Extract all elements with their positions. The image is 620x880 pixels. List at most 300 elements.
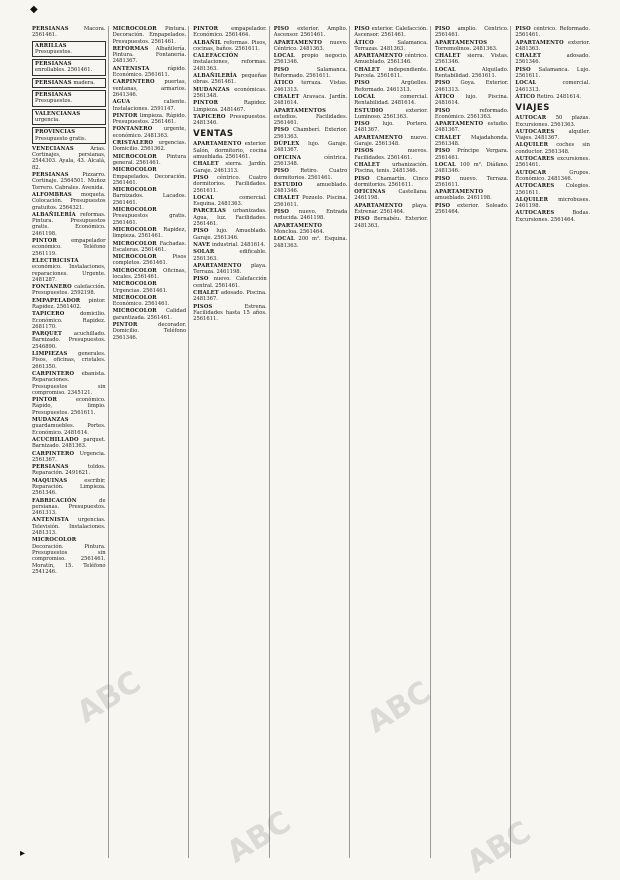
ad-keyword: FABRICACIÓN: [32, 497, 77, 504]
ad-keyword: PERSIANAS: [35, 79, 72, 86]
ad-text: Castellana. 2461198.: [354, 189, 428, 202]
ad-column: [513, 26, 592, 858]
classified-ad: [274, 80, 348, 93]
classified-ad: [354, 121, 428, 134]
ad-text: Argüelles. Reformado. 2461313.: [354, 80, 428, 93]
ad-text: domicilio. Económico. Rapidez. 2681170.: [32, 311, 106, 330]
classified-ad: [515, 156, 590, 169]
classified-ad: [435, 108, 509, 121]
ad-keyword: LOCAL: [434, 161, 456, 168]
ad-text: Pozuelo. Piscina. 2561611.: [273, 195, 348, 208]
classified-ad: [113, 126, 187, 139]
ad-text: limpieza. Rápido. Presupuestos. 2561461.: [112, 112, 187, 126]
classified-ad: [32, 371, 106, 396]
classified-ad: [32, 464, 106, 477]
ad-keyword: MICROCOLOR: [112, 254, 157, 261]
ad-keyword: MICROCOLOR: [112, 226, 157, 233]
classified-ad: [113, 140, 187, 153]
ad-keyword: CARPINTERO: [32, 370, 75, 377]
ad-keyword: PISO: [515, 66, 531, 73]
ad-text: Goya. Exterior. 2461313.: [434, 80, 509, 93]
ad-keyword: VALENCIANAS: [35, 110, 81, 117]
ad-keyword: LIMPIEZAS: [32, 351, 68, 358]
classified-ad: [354, 176, 428, 189]
ad-text: nuevo. Garaje. 2561348.: [354, 134, 428, 148]
ad-keyword: PROVINCIAS: [35, 129, 76, 136]
ad-keyword: VENECIANAS: [32, 145, 74, 152]
classified-ad: [435, 203, 509, 216]
classified-ad: [515, 40, 590, 53]
ad-keyword: PISO: [273, 66, 290, 73]
classified-ad: [354, 203, 428, 216]
classified-ad: [32, 451, 106, 464]
classified-ad: [515, 197, 590, 210]
ad-keyword: PARCELAS: [193, 208, 227, 215]
classified-ad: [354, 94, 428, 107]
ad-keyword: LOCAL: [354, 93, 376, 100]
ad-keyword: APARTAMENTO: [193, 141, 242, 148]
ad-text: Urgencias. 2561461.: [112, 287, 168, 294]
classified-ad: [435, 176, 509, 189]
classified-ad: [435, 148, 509, 161]
ad-keyword: AUTOCARES: [515, 183, 555, 190]
classified-ad: [32, 478, 106, 497]
classified-ad: [515, 26, 590, 39]
ad-text: nuevo. Céntrico. 2481363.: [273, 39, 348, 52]
classified-ad: [193, 228, 267, 241]
watermark: ABC: [360, 674, 438, 741]
ad-keyword: OFICINA: [273, 154, 302, 161]
watermark: ABC: [460, 814, 538, 880]
classified-ad: [113, 99, 187, 112]
ad-keyword: APARTAMENTO: [273, 222, 323, 229]
corner-marker-top: ◆: [30, 4, 38, 15]
ad-text: lujo. Portero. 2481367.: [354, 121, 428, 134]
ad-text: puertas, ventanas, armarios. 2641346.: [112, 79, 187, 98]
ad-text: Decoración. Pintura. Presupuestos sin compromiso. 2561461. Moratín, 15. Teléfono 2541246.: [32, 543, 106, 575]
classified-ad: [32, 78, 106, 88]
ad-keyword: ÁTICO: [515, 93, 536, 100]
classified-ad: [193, 100, 267, 113]
ad-text: adosado. Piscina. 2481367.: [193, 289, 267, 303]
ad-text: Salamanca. Terrazas. 2481363.: [354, 39, 428, 52]
classified-ad: [32, 298, 106, 311]
classified-ad: [113, 227, 187, 240]
ad-text: urgencias. Domicilio. 2561362.: [112, 140, 187, 153]
ad-keyword: PINTOR: [32, 397, 57, 404]
classified-ad: [435, 162, 509, 175]
classified-ad: [274, 40, 348, 53]
ad-text: nuevos. Facilidades. 2561461.: [354, 148, 428, 161]
ad-text: acuchillado. Barnizado. Presupuestos. 2546890.: [32, 331, 106, 350]
ad-keyword: AUTOCAR: [515, 169, 547, 176]
ad-text: guardamuebles. Portes. Económico. 2481614.: [32, 423, 106, 436]
ad-text: 200 m². Esquina. 2481363.: [273, 236, 348, 249]
ad-text: Presupuestos.: [35, 48, 72, 55]
ad-keyword: SOLAR: [193, 249, 215, 256]
ad-keyword: ALQUILER: [515, 142, 549, 149]
classified-ad: [193, 26, 267, 39]
ad-text: Retiro. Cuatro dormitorios. 2561461.: [273, 168, 348, 181]
classified-ad: [113, 79, 187, 98]
ad-keyword: PISO: [354, 216, 370, 223]
classified-ad: [435, 135, 509, 148]
ad-text: urgente, económico. 2481363.: [112, 126, 187, 139]
ad-text: reformas. Pintura. Presupuestos gratis. Económico. 2461198.: [32, 211, 106, 237]
ad-keyword: PISO: [193, 174, 209, 181]
classified-ad: [32, 311, 106, 330]
ad-text: instalaciones, reformas. 2481363.: [193, 59, 267, 72]
classified-ad: [193, 175, 267, 194]
ad-text: madera.: [71, 79, 95, 86]
ad-keyword: PISO: [434, 148, 451, 155]
ad-text: Pintura general. 2561461.: [112, 153, 187, 166]
ad-text: sierra. Jardín. Garaje. 2461313.: [193, 161, 267, 174]
classified-ad: [354, 80, 428, 93]
classified-ad: [32, 537, 106, 575]
ad-text: Rapidez, limpieza. 2561461.: [112, 226, 187, 240]
classified-ad: [274, 141, 348, 154]
classified-ad: [193, 73, 267, 86]
watermark: ABC: [70, 664, 148, 731]
ad-text: Arias. Cortinajes, persianas, 2544303. Ayala, 43. Alcalá, 82.: [32, 145, 106, 171]
ad-keyword: PINTOR: [193, 26, 219, 32]
classified-ad: [32, 212, 106, 237]
classified-ads-page: [30, 26, 592, 858]
ad-keyword: LOCAL: [515, 80, 537, 87]
ad-text: Oficinas, locales. 2561461.: [112, 267, 187, 280]
classified-ad: [113, 308, 187, 321]
ad-keyword: LOCAL: [193, 194, 215, 201]
ad-keyword: PISO: [515, 26, 531, 32]
ad-text: céntrico. Reformado. 2561461.: [515, 26, 590, 39]
classified-ad: [515, 94, 590, 100]
ad-text: Moncloa. 2561464.: [273, 228, 325, 235]
classified-ad: [515, 67, 590, 80]
ad-text: Chamartín. Cinco dormitorios. 2561611.: [354, 175, 428, 188]
ad-text: decorador. Domicilio. Teléfono 2561346.: [112, 322, 187, 341]
classified-ad: [32, 90, 106, 107]
ad-text: coches sin conductor. 2561348.: [515, 142, 590, 155]
ad-column: [30, 26, 109, 858]
watermark: ABC: [220, 804, 298, 871]
ad-text: Presupuestos gratis. 2561461.: [112, 213, 187, 226]
classified-ad: [113, 295, 187, 308]
ad-keyword: APARTAMENTO: [354, 134, 403, 141]
classified-ad: [274, 155, 348, 168]
ad-text: excursiones. 2561461.: [515, 156, 590, 169]
classified-ad: [193, 242, 267, 248]
ad-text: reformado. Económico. 2561363.: [434, 107, 509, 120]
classified-ad: [435, 94, 509, 107]
ad-text: amplio. Céntrico. 2561461.: [434, 26, 509, 39]
classified-ad: [32, 59, 106, 76]
classified-ad: [515, 115, 590, 128]
classified-ad: [32, 192, 106, 211]
ad-text: toldos. Reparación. 2491621.: [32, 464, 106, 477]
ad-text: Chamberí. Exterior. 2561363.: [273, 127, 348, 140]
ad-text: industrial. 2481614.: [210, 241, 266, 248]
ad-text: Retiro. 2481614.: [535, 93, 582, 100]
ad-text: adosado. 2561346.: [515, 53, 590, 66]
ad-keyword: MICROCOLOR: [112, 240, 157, 247]
ad-keyword: APARTAMENTO: [193, 262, 242, 269]
ad-keyword: ALBAÑILERÍA: [193, 73, 237, 80]
ad-keyword: CHALET: [434, 134, 461, 141]
classified-ad: [113, 241, 187, 254]
ad-keyword: PERSIANAS: [35, 92, 72, 99]
ad-text: céntrico. Amueblado. 2561346.: [354, 53, 428, 66]
ad-keyword: NAVE: [193, 241, 211, 248]
ad-text: Calidad garantizada. 2561461.: [112, 308, 187, 321]
classified-ad: [354, 108, 428, 121]
ad-text: Pintura. Decoración. Empapelados. Presupuestos. 2561461.: [112, 26, 187, 45]
ad-text: exterior. Calefacción. Ascensor. 2561461.: [354, 26, 428, 39]
classified-ad: [32, 41, 106, 58]
ad-keyword: ÁTICO: [273, 80, 294, 87]
ad-keyword: CHALET: [193, 161, 219, 168]
ad-text: urbanización. Piscina, tenis. 2481346.: [354, 161, 428, 175]
ad-keyword: ALBAÑILERÍA: [32, 211, 76, 218]
ad-keyword: PISO: [354, 121, 370, 128]
classified-ad: [354, 53, 428, 66]
classified-ad: [113, 46, 187, 65]
ad-keyword: LOCAL: [273, 53, 295, 60]
ad-keyword: PISO: [354, 26, 370, 32]
ad-keyword: MICROCOLOR: [112, 281, 157, 288]
ad-keyword: CHALET: [354, 161, 380, 168]
classified-ad: [113, 281, 187, 294]
ad-text: Salamanca. Lujo. 2561611.: [515, 66, 590, 80]
ad-text: sierra. Vistas. 2561346.: [434, 53, 509, 66]
ad-text: Presupuesto gratis.: [35, 135, 87, 142]
ad-text: Bodas. Excursiones. 2561464.: [515, 210, 590, 223]
ad-keyword: PINTOR: [193, 100, 219, 107]
ad-text: urbanizadas. Agua, luz. Facilidades. 2561461.: [193, 208, 267, 228]
ad-keyword: CARPINTERO: [112, 79, 155, 86]
classified-ad: [193, 304, 267, 323]
classified-ad: [193, 276, 267, 289]
ad-keyword: FONTANERO: [32, 284, 72, 291]
ad-text: exterior. Luminoso. 2561363.: [354, 107, 428, 120]
classified-ad: [274, 223, 348, 236]
classified-ad: [435, 53, 509, 66]
ad-text: reformas. Pisos, cocinas, baños. 2561611.: [193, 39, 267, 52]
ad-keyword: ESTUDIO: [354, 107, 384, 114]
section-heading: VIAJES: [515, 103, 550, 114]
ad-keyword: PISO: [434, 202, 451, 209]
classified-ad: [354, 216, 428, 229]
ad-keyword: PISO: [273, 168, 290, 175]
ad-keyword: MICROCOLOR: [112, 308, 157, 315]
ad-keyword: APARTAMENTO: [515, 39, 564, 46]
ad-text: Bernabéu. Exterior. 2481363.: [354, 216, 428, 229]
ad-keyword: APARTAMENTO: [434, 189, 484, 196]
ad-keyword: APARTAMENTOS: [434, 39, 488, 46]
ad-keyword: ÁTICO: [434, 93, 455, 100]
ad-text: ebanista. Reparaciones. Presupuestos sin compromiso. 2345121.: [32, 370, 106, 396]
ad-keyword: PISO: [434, 175, 451, 182]
ad-keyword: ESTUDIO: [273, 181, 303, 188]
classified-ad: [515, 129, 590, 142]
ad-keyword: PISO: [434, 107, 451, 114]
ad-text: calefacción. Presupuestos. 2592198.: [32, 284, 106, 297]
ad-keyword: LOCAL: [434, 66, 456, 73]
classified-ad: [113, 167, 187, 186]
ad-keyword: PISO: [434, 26, 451, 32]
ad-text: estudio. 2481367.: [434, 121, 509, 134]
classified-ad: [32, 498, 106, 517]
ad-keyword: PISO: [434, 80, 451, 87]
ad-keyword: PERSIANAS: [35, 61, 72, 68]
classified-ad: [113, 187, 187, 206]
classified-ad: [32, 331, 106, 350]
ad-text: Salamanca. Reformado. 2561611.: [273, 66, 348, 80]
ad-keyword: MICROCOLOR: [112, 267, 157, 274]
classified-ad: [274, 209, 348, 222]
ad-text: económico. Instalaciones, reparaciones. Urgente. 2481287.: [32, 264, 106, 283]
ad-text: comercial. 2461313.: [515, 80, 590, 93]
classified-ad: [32, 26, 106, 39]
ad-text: terraza. Vistas. 2461313.: [273, 80, 348, 93]
ad-text: Grupos. Económico. 2481346.: [515, 169, 590, 182]
ad-text: Presupuestos.: [35, 98, 72, 105]
classified-ad: [274, 236, 348, 249]
ad-keyword: ALBAÑIL: [193, 39, 222, 46]
ad-text: enrollables. 2561461.: [35, 67, 93, 74]
ad-column: [111, 26, 190, 858]
ad-keyword: MICROCOLOR: [112, 153, 157, 160]
classified-ad: [113, 207, 187, 226]
ad-keyword: PISOS: [193, 303, 213, 310]
ad-keyword: ALQUILER: [515, 196, 549, 203]
ad-text: Macora. 2561461.: [32, 26, 106, 39]
classified-ad: [193, 141, 267, 160]
classified-ad: [435, 189, 509, 202]
ad-keyword: MICROCOLOR: [112, 207, 157, 214]
classified-ad: [515, 170, 590, 183]
ad-text: comercial. Esquina. 2481363.: [193, 194, 267, 208]
classified-ad: [274, 94, 348, 107]
ad-keyword: PERSIANAS: [32, 26, 69, 32]
ad-keyword: APARTAMENTO: [354, 53, 403, 60]
classified-ad: [274, 195, 348, 208]
ad-keyword: TAPICERO: [32, 311, 65, 318]
ad-keyword: MICROCOLOR: [112, 167, 157, 174]
ad-text: exterior. 2481363.: [515, 39, 590, 52]
ad-keyword: AUTOCARES: [515, 210, 555, 217]
ad-keyword: ACUCHILLADO: [32, 436, 79, 443]
classified-ad: [32, 172, 106, 191]
ad-keyword: PISO: [273, 127, 290, 134]
ad-keyword: CRISTALERO: [112, 140, 154, 147]
classified-ad: [354, 148, 428, 161]
ad-text: Colegios. 2561611.: [515, 183, 590, 196]
ad-text: 100 m². Diáfano. 2481346.: [434, 161, 509, 175]
ad-text: de persianas. Presupuestos. 2461313.: [32, 497, 106, 517]
ad-keyword: CHALET: [354, 66, 380, 73]
classified-ad: [435, 67, 509, 80]
ad-keyword: PERSIANAS: [32, 172, 69, 179]
ad-keyword: PISOS: [354, 148, 374, 155]
classified-ad: [354, 26, 428, 39]
ad-text: alquiler. Viajes. 2481367.: [515, 128, 590, 142]
classified-ad: [32, 284, 106, 297]
classified-ad: [193, 161, 267, 174]
ad-text: económicas. 2561348.: [193, 86, 267, 99]
classified-ad: [274, 108, 348, 127]
classified-ad: [354, 40, 428, 53]
classified-ad: [193, 40, 267, 53]
ad-keyword: ANTENISTA: [32, 517, 69, 524]
ad-text: nuevo. Entrada reducida. 2461198.: [273, 209, 348, 222]
ad-keyword: OFICINAS: [354, 189, 386, 196]
ad-text: lujo. Garaje. 2481367.: [273, 141, 348, 154]
ad-text: comercial. Rentabilidad. 2481614.: [354, 93, 428, 107]
ad-keyword: PISO: [273, 209, 290, 216]
ad-keyword: PARQUET: [32, 331, 63, 338]
classified-ad: [515, 80, 590, 93]
classified-ad: [193, 53, 267, 72]
ad-keyword: PINTOR: [112, 112, 138, 119]
ad-keyword: CARPINTERO: [32, 450, 75, 457]
ad-text: céntrica. 2561348.: [273, 154, 348, 167]
ad-keyword: CHALET: [515, 53, 542, 60]
ad-text: exterior. Amplio. Ascensor. 2561461.: [273, 26, 348, 39]
ad-text: amueblado. 2481346.: [273, 181, 348, 195]
ad-keyword: MICROCOLOR: [32, 537, 77, 544]
classified-ad: [515, 183, 590, 196]
classified-ad: [32, 397, 106, 416]
ad-keyword: APARTAMENTOS: [273, 107, 327, 114]
classified-ad: [193, 114, 267, 127]
classified-ad: [274, 53, 348, 66]
ad-text: 50 plazas. Excursiones. 2561363.: [515, 115, 590, 128]
classified-ad: [435, 80, 509, 93]
ad-text: céntrico. Cuatro dormitorios. Facilidades. 2561611.: [193, 174, 267, 194]
ad-text: Urgencia. 2561367.: [32, 450, 106, 463]
classified-ad: [354, 67, 428, 80]
ad-keyword: APARTAMENTO: [354, 202, 403, 209]
ad-text: Presupuestos. 2481346.: [193, 113, 267, 127]
ad-text: lujo. Amueblado. Garaje. 2561346.: [193, 228, 267, 241]
classified-ad: [435, 121, 509, 134]
ad-keyword: MICROCOLOR: [112, 187, 157, 194]
classified-ad: [113, 66, 187, 79]
ad-keyword: PERSIANAS: [32, 464, 69, 471]
classified-ad: [193, 208, 267, 227]
ad-keyword: MICROCOLOR: [112, 26, 157, 32]
ad-keyword: ELECTRICISTA: [32, 257, 79, 264]
ad-text: edificable. 2561363.: [193, 249, 267, 262]
ad-text: generales. Pisos, oficinas, cristales. 2661350.: [32, 351, 106, 370]
ad-keyword: PINTOR: [32, 238, 57, 245]
classified-ad: [274, 168, 348, 181]
ad-text: microbuses. 2461198.: [515, 196, 590, 210]
ad-text: urgencia.: [35, 116, 60, 123]
ad-keyword: PISO: [354, 175, 370, 182]
ad-keyword: TAPICERO: [193, 113, 226, 120]
ad-text: caliente. Instalaciones. 2591147.: [112, 99, 187, 112]
ad-text: lujo. Piscina. 2481614.: [434, 93, 509, 107]
ad-text: propio negocio. 2561346.: [273, 53, 348, 66]
classified-ad: [32, 437, 106, 450]
ad-text: Príncipe Vergara. 2561461.: [434, 148, 509, 161]
ad-text: exterior. Soleado. 2561464.: [434, 202, 509, 216]
classified-ad: [32, 258, 106, 283]
classified-ad: [32, 146, 106, 171]
ad-text: nuevo. Terraza. 2561611.: [434, 175, 509, 188]
